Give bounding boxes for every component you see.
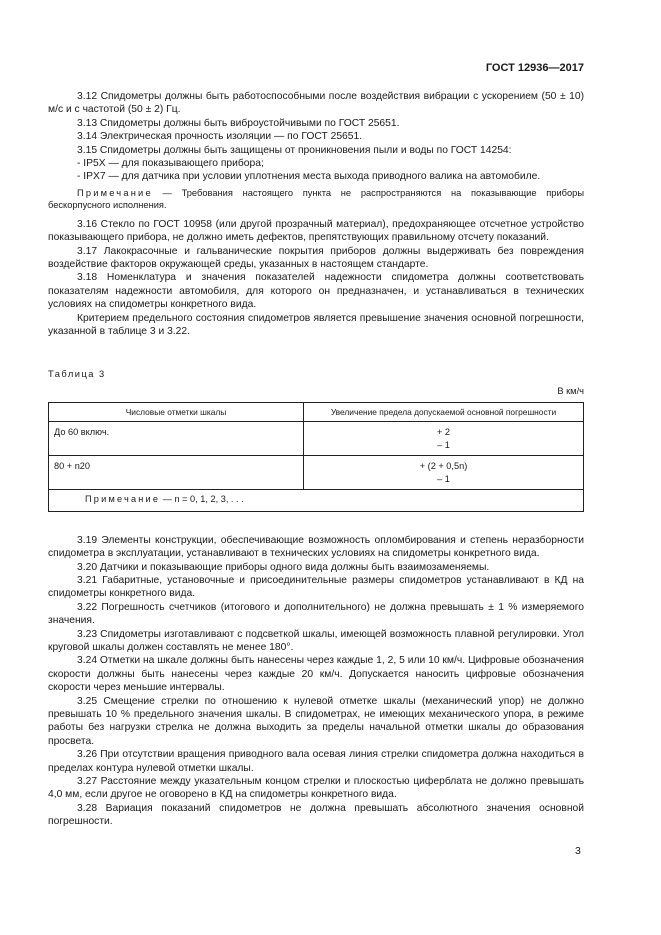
paragraph-3-23: 3.23 Спидометры изготавливают с подсветкой шкалы, имеющей возможность плавной регулировки. Угол круговой шкалы должен составлять не менее 180°. [48,628,584,653]
note-3-15 [48,187,584,212]
table-cell-error [304,422,584,456]
table-row [49,422,584,456]
table-note-label: Примечание [85,494,161,505]
table-row [49,456,584,490]
table-cell-minus: – 1 [437,440,450,451]
paragraphs-bottom [48,534,584,829]
table-note [49,490,584,511]
paragraph-3-20: 3.20 Датчики и показывающие приборы одного вида должны быть взаимозаменяемы. [77,561,490,573]
page-number: 3 [575,845,581,857]
paragraph-3-18: 3.18 Номенклатура и значения показателей надежности спидометра должны соответствовать показателям надежности автомобиля, для которого он предназначен, и устанавливаться в технических условиях на спидометры конкретного вида. [48,272,584,311]
table-header-row [49,403,584,422]
table-cell-minus: – 1 [437,474,450,485]
paragraph-3-17: 3.17 Лакокрасочные и гальванические покрытия приборов должны выдерживать без повреждения воздействие факторов окружающей среды, указанных в настоящем стандарте. [48,245,584,271]
list-item-ipx7: - IPX7 — для датчика при условии уплотнения места выхода приводного валика на автомобиле. [77,171,541,183]
paragraph-3-28: 3.28 Вариация показаний спидометров не должна превышать абсолютного значения основной погрешности. [48,802,584,828]
page-content [48,90,584,829]
table-cell-error [304,456,584,490]
paragraph-3-22: 3.22 Погрешность счетчиков (итогового и дополнительного) не должна превышать ± 1 % измеряемого значения. [48,601,584,627]
paragraph-3-15: 3.15 Спидометры должны быть защищены от проникновения пыли и воды по ГОСТ 14254: [77,144,512,156]
table-header-marks: Числовые отметки шкалы [49,403,304,422]
table-note-row [49,490,584,511]
list-item-ip5x: - IP5X — для показывающего прибора; [77,158,264,170]
table-header-error: Увеличение предела допускаемой основной погрешности [304,403,584,422]
paragraph-3-12: 3.12 Спидометры должны быть работоспособными после воздействия вибрации с ускорением (50 ± 10) м/с и с частотой (50 ± 2) Гц. [48,91,584,116]
table-note-text: — n = 0, 1, 2, 3, . . . [160,494,244,505]
paragraph-3-21: 3.21 Габаритные, установочные и присоединительные размеры спидометров устанавливают в КД на спидометры конкретного вида. [48,574,584,600]
table-cell-mark: До 60 включ. [49,422,304,456]
paragraph-3-13: 3.13 Спидометры должны быть виброустойчивыми по ГОСТ 25651. [77,117,400,129]
table-cell-plus: + 2 [436,427,451,438]
paragraph-criterion: Критерием предельного состояния спидометров является превышение значения основной погрешности, указанной в таблице 3 и 3.22. [48,312,584,338]
table-cell-mark: 80 + n20 [49,456,304,490]
paragraph-3-19: 3.19 Элементы конструкции, обеспечивающие возможность опломбирования и степень неразборности спидометра в эксплуатации, устанавливают в технических условиях на спидометры конкретного вида. [48,534,584,560]
note-label: Примечание [77,187,153,198]
document-header: ГОСТ 12936—2017 [485,62,584,74]
paragraph-3-14: 3.14 Электрическая прочность изоляции — по ГОСТ 25651. [77,131,363,143]
paragraph-3-24: 3.24 Отметки на шкале должны быть нанесены через каждые 1, 2, 5 или 10 км/ч. Цифровые обозначения скорости должны быть нанесены через каждые 20 км/ч. Допускается наносить цифровые обозначения скорости через меньшие интервалы. [48,655,584,694]
table-units: В км/ч [557,385,584,396]
paragraph-3-25: 3.25 Смещение стрелки по отношению к нулевой отметке шкалы (механический упор) не должно превышать 10 % предельного значения шкалы. В спидометрах, не имеющих механического упора, в режиме работы без нагрузки стрелка не должна выходить за пределы начальной отметки шкалы до образования просвета. [48,695,584,747]
table-cell-plus: + (2 + 0,5n) [419,461,468,472]
paragraph-3-26: 3.26 При отсутствии вращения приводного вала осевая линия стрелки спидометра должна находиться в пределах контура нулевой отметки шкалы. [48,749,584,774]
paragraph-3-16: 3.16 Стекло по ГОСТ 10958 (или другой прозрачный материал), предохраняющее отсчетное устройство показывающего прибора, не должно иметь дефектов, препятствующих правильному отсчету показаний. [48,218,584,244]
table-3 [48,402,584,511]
table-caption: Таблица 3 [48,368,106,379]
paragraph-3-27: 3.27 Расстояние между указательным концом стрелки и плоскостью циферблата не должно превышать 4,0 мм, если другое не оговорено в КД на спидометры конкретного вида. [48,776,584,801]
note-text: — Требования настоящего пункта не распространяются на показывающие приборы бескорпусного исполнения. [48,187,584,211]
